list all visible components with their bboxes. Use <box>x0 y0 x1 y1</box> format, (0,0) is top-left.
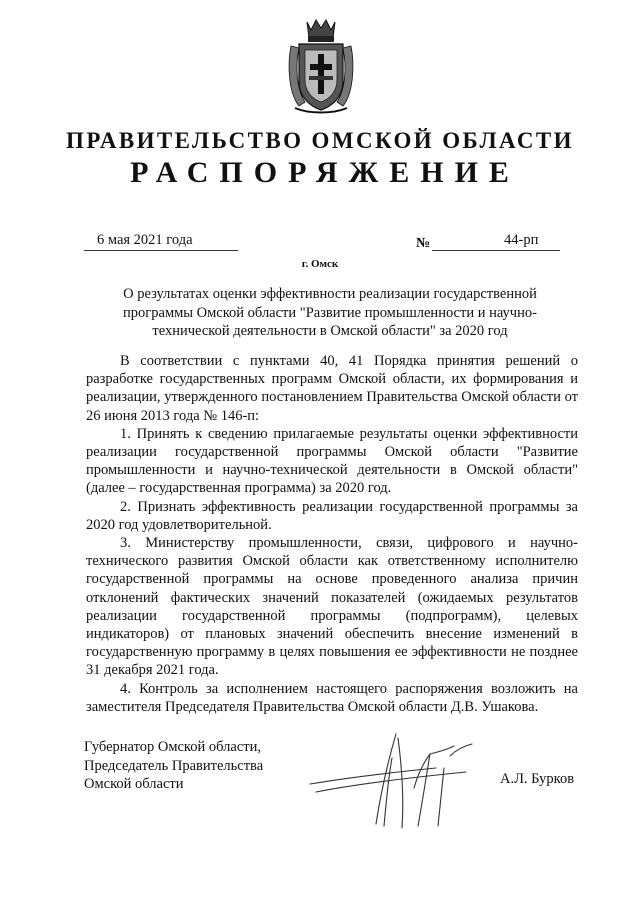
document-type-title: РАСПОРЯЖЕНИЕ <box>130 156 520 189</box>
subject-line: технической деятельности в Омской области" за 2020 год <box>152 323 508 339</box>
subject-line: О результатах оценки эффективности реализации государственной <box>123 286 537 302</box>
document-date: 6 мая 2021 года <box>97 232 193 248</box>
document-body <box>86 352 578 716</box>
signatory-title-line: Председатель Правительства <box>84 757 264 774</box>
city-label: г. Омск <box>301 258 339 270</box>
document-subject <box>100 285 560 341</box>
subject-line: программы Омской области "Развитие промышленности и научно- <box>123 304 537 321</box>
omsk-coat-of-arms-icon <box>285 16 357 114</box>
document-number: 44-рп <box>504 232 539 248</box>
signatory-name: А.Л. Бурков <box>500 771 575 787</box>
signatory-title-line: Губернатор Омской области, <box>84 739 261 755</box>
number-sign: № <box>416 236 431 251</box>
item-paragraph-2: 2. Признать эффективность реализации государственной программы за 2020 год удовлетворительной. <box>86 498 578 533</box>
organization-title: ПРАВИТЕЛЬСТВО ОМСКОЙ ОБЛАСТИ <box>66 128 574 153</box>
intro-paragraph: В соответствии с пунктами 40, 41 Порядка принятия решений о разработке государственных программ Омской области, их формирования и реализации, утвержденного постановлением Правительства Омской области от 26 июня 2013 года № 146-п: <box>86 353 578 424</box>
item-paragraph-4: 4. Контроль за исполнением настоящего распоряжения возложить на заместителя Председателя Правительства Омской области Д.В. Ушакова. <box>86 680 578 715</box>
date-underline <box>84 250 238 251</box>
item-paragraph-1: 1. Принять к сведению прилагаемые результаты оценки эффективности реализации государственной программы Омской области "Развитие промышленности и научно-технической деятельности в Омской области" (далее – государственная программа) за 2020 год. <box>86 425 578 497</box>
signatory-title-line: Омской области <box>84 776 184 792</box>
signatory-title <box>84 738 263 794</box>
handwritten-signature <box>306 728 486 830</box>
item-paragraph-3: 3. Министерству промышленности, связи, цифрового и научно-технического развития Омской области как ответственному исполнителю государственной программы на основе проведенного анализа причин отклонений фактических значений показателей (ожидаемых результатов реализации государственной программы (подпрограмм), целевых индикаторов) от плановых значений обеспечить внесение изменений в государственную программу в целях повышения ее эффективности не позднее 31 декабря 2021 года. <box>86 535 578 679</box>
number-underline <box>432 250 560 251</box>
